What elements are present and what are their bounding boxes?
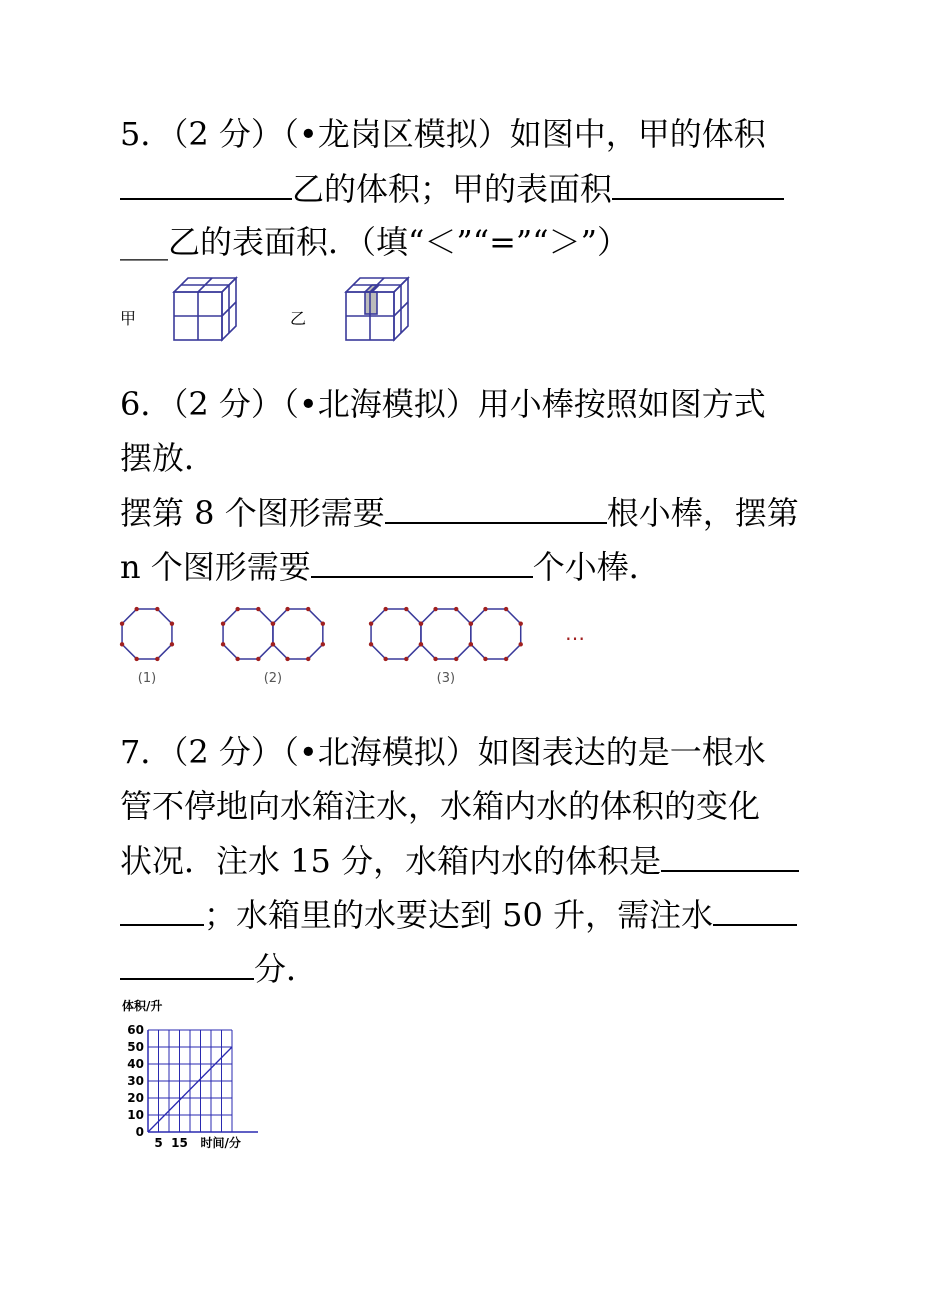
octagon-shape [122, 609, 172, 659]
q6-blank-2[interactable] [311, 546, 533, 578]
q7-line-5 [120, 948, 318, 988]
stick-joint [221, 642, 225, 646]
stick-joint [419, 642, 423, 646]
q5-line-2-text: 乙的体积；甲的表面积 [292, 170, 613, 208]
q5-blank-1[interactable] [120, 168, 292, 200]
continuation-ellipsis: … [565, 621, 585, 645]
q6-line-3 [120, 492, 799, 532]
q6-line-4-text-a: n 个图形需要 [120, 548, 311, 586]
stick-joint [134, 607, 138, 611]
stick-joint [155, 657, 159, 661]
q7-line-1: 7．（2 分）（•北海模拟）如图表达的是一根水 [120, 733, 766, 771]
stick-joint [120, 621, 124, 625]
stick-joint [221, 621, 225, 625]
y-tick-label: 10 [127, 1108, 144, 1122]
stick-joint [369, 642, 373, 646]
q7-line-4-text: ；水箱里的水要达到 50 升，需注水 [204, 896, 714, 934]
q6-line-3-text-a: 摆第 8 个图形需要 [120, 494, 385, 532]
stick-joint [256, 657, 260, 661]
stick-joint [469, 642, 473, 646]
octagon-shape [471, 609, 521, 659]
stick-joint [369, 621, 373, 625]
stick-joint [321, 621, 325, 625]
q7-line-2: 管不停地向水箱注水，水箱内水的体积的变化 [120, 787, 761, 825]
stick-joint [285, 607, 289, 611]
stick-joint [155, 607, 159, 611]
label-jia: 甲 [120, 309, 137, 328]
y-axis-label: 体积/升 [122, 999, 163, 1013]
stick-joint [454, 607, 458, 611]
octagon-shape [223, 609, 273, 659]
stick-joint [285, 657, 289, 661]
stick-joint [321, 642, 325, 646]
stick-joint [134, 657, 138, 661]
q6-line-4 [120, 546, 661, 586]
stick-joint [404, 607, 408, 611]
volume-time-chart [110, 994, 310, 1154]
q5-blank-2[interactable] [612, 168, 784, 200]
figure-label: (1) [137, 671, 157, 686]
label-yi: 乙 [290, 309, 307, 328]
stick-joint [235, 607, 239, 611]
q5-blank-2-continued[interactable]: ___ [120, 223, 168, 261]
x-tick-label: 5 [154, 1136, 163, 1150]
q6-line-4-text-b: 个小棒． [532, 548, 661, 586]
stick-joint [383, 607, 387, 611]
q5-line-1: 5．（2 分）（•龙岗区模拟）如图中，甲的体积 [120, 115, 766, 153]
q6-line-3-text-b: 根小棒，摆第 [606, 494, 799, 532]
figure-label: (3) [436, 671, 456, 686]
q7-line-3 [120, 840, 799, 880]
q7-blank-2[interactable] [713, 894, 797, 926]
q5-line-3-text: 乙的表面积．（填“＜”“=”“＞”） [168, 223, 629, 261]
y-tick-label: 40 [127, 1057, 144, 1071]
stick-joint [235, 657, 239, 661]
q6-line-2: 摆放． [120, 439, 217, 477]
y-tick-label: 60 [127, 1023, 144, 1037]
stick-joint [306, 607, 310, 611]
stick-joint [170, 621, 174, 625]
q6-figure [110, 598, 610, 688]
stick-joint [419, 621, 423, 625]
y-tick-label: 0 [135, 1125, 144, 1139]
q5-line-3 [120, 222, 629, 262]
stick-joint [519, 642, 523, 646]
q5-figure [110, 268, 430, 348]
octagon-shape [421, 609, 471, 659]
figure-label: (2) [263, 671, 283, 686]
q7-blank-1[interactable] [661, 840, 799, 872]
stick-joint [504, 657, 508, 661]
q7-blank-2-continued[interactable] [120, 948, 254, 980]
stick-joint [433, 657, 437, 661]
q6-line-1: 6．（2 分）（•北海模拟）用小棒按照如图方式 [120, 385, 766, 423]
stick-joint [469, 621, 473, 625]
stick-joint [433, 607, 437, 611]
y-tick-label: 20 [127, 1091, 144, 1105]
stick-joint [483, 607, 487, 611]
stick-joint [256, 607, 260, 611]
x-axis-label: 时间/分 [200, 1136, 241, 1150]
stick-joint [454, 657, 458, 661]
q7-line-5-text: 分． [254, 950, 319, 988]
stick-joint [271, 642, 275, 646]
octagon-shape [273, 609, 323, 659]
q7-line-3-text: 状况．注水 15 分，水箱内水的体积是 [120, 842, 662, 880]
stick-joint [306, 657, 310, 661]
y-tick-label: 50 [127, 1040, 144, 1054]
stick-joint [383, 657, 387, 661]
cube-jia [174, 278, 236, 340]
stick-joint [483, 657, 487, 661]
q5-line-2 [120, 168, 784, 208]
stick-joint [404, 657, 408, 661]
q6-blank-1[interactable] [385, 492, 607, 524]
stick-joint [170, 642, 174, 646]
y-tick-label: 30 [127, 1074, 144, 1088]
stick-joint [120, 642, 124, 646]
stick-joint [504, 607, 508, 611]
q7-blank-1-continued[interactable] [120, 894, 204, 926]
octagon-shape [371, 609, 421, 659]
q7-line-4 [120, 894, 797, 934]
stick-joint [519, 621, 523, 625]
stick-joint [271, 621, 275, 625]
x-tick-label: 15 [171, 1136, 188, 1150]
cube-yi [346, 278, 408, 340]
